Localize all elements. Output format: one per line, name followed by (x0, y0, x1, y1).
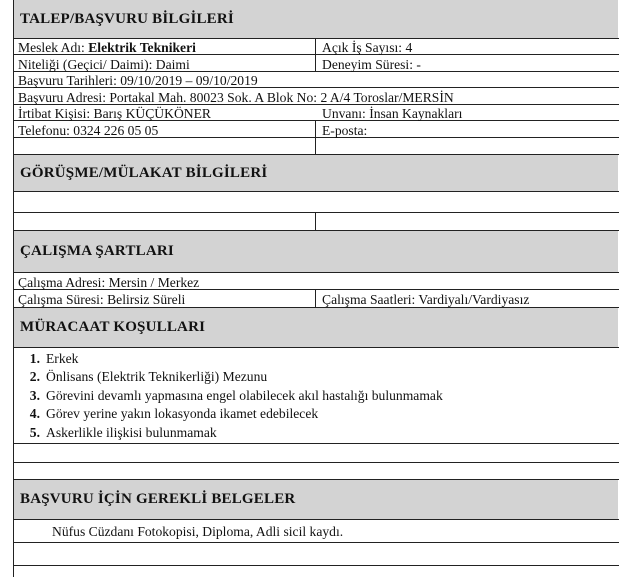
column-divider (315, 120, 316, 154)
calisma-adresi-field: Çalışma Adresi: Mersin / Merkez (18, 275, 200, 290)
calisma-saatleri-field: Çalışma Saatleri: Vardiyalı/Vardiyasız (322, 292, 530, 307)
list-item (26, 426, 217, 439)
unvani-field: Unvanı: İnsan Kaynakları (322, 106, 463, 121)
list-item (26, 352, 78, 365)
divider (13, 212, 619, 213)
eposta-field: E-posta: (322, 123, 368, 138)
list-number: 1. (29, 351, 40, 366)
belgeler-text: Nüfus Cüzdanı Fotokopisi, Diploma, Adli sicil kaydı. (52, 524, 344, 539)
section-header-calisma (14, 231, 618, 272)
meslek-value: Elektrik Teknikeri (88, 40, 196, 55)
list-text: Askerlikle ilişkisi bulunmamak (46, 425, 217, 440)
adres-field: Başvuru Adresi: Portakal Mah. 80023 Sok. A Blok No: 2 A/4 Toroslar/MERSİN (18, 90, 454, 105)
divider (13, 565, 619, 566)
section-header-gorusme (14, 155, 618, 191)
acik-is-field: Açık İş Sayısı: 4 (322, 40, 413, 55)
section-title-muracaat: MÜRACAAT KOŞULLARI (20, 319, 206, 335)
divider (13, 38, 619, 39)
deneyim-field: Deneyim Süresi: - (322, 57, 421, 72)
list-item (26, 407, 318, 420)
divider (13, 519, 619, 520)
section-title-belgeler: BAŞVURU İÇİN GEREKLİ BELGELER (20, 491, 296, 507)
section-header-talep (14, 0, 618, 38)
list-number: 3. (29, 388, 40, 403)
list-text: Görev yerine yakın lokasyonda ikamet edebilecek (46, 406, 319, 421)
meslek-label: Meslek Adı: (18, 40, 89, 55)
column-divider (315, 289, 316, 307)
section-title-talep: TALEP/BAŞVURU BİLGİLERİ (20, 10, 234, 27)
section-header-belgeler (14, 480, 618, 519)
meslek-field (18, 41, 196, 54)
list-text: Erkek (46, 351, 79, 366)
tarihler-field: Başvuru Tarihleri: 09/10/2019 – 09/10/2019 (18, 73, 258, 88)
list-text: Önlisans (Elektrik Teknikerliği) Mezunu (46, 369, 268, 384)
irtibat-field: İrtibat Kişisi: Barış KÜÇÜKÖNER (18, 106, 211, 121)
column-divider (315, 212, 316, 230)
divider (13, 347, 619, 348)
divider (13, 542, 619, 543)
calisma-suresi-field: Çalışma Süresi: Belirsiz Süreli (18, 292, 186, 307)
list-item (26, 389, 443, 402)
section-header-muracaat (14, 308, 618, 347)
divider (13, 443, 619, 444)
list-number: 4. (29, 406, 40, 421)
niteligi-field: Niteliği (Geçici/ Daimi): Daimi (18, 57, 190, 72)
list-item (26, 370, 267, 383)
divider (13, 462, 619, 463)
divider (13, 191, 619, 192)
column-divider (315, 38, 316, 71)
divider (13, 272, 619, 273)
list-text: Görevini devamlı yapmasına engel olabilecek akıl hastalığı bulunmamak (46, 388, 443, 403)
telefon-field: Telefonu: 0324 226 05 05 (18, 123, 159, 138)
section-title-gorusme: GÖRÜŞME/MÜLAKAT BİLGİLERİ (20, 164, 268, 181)
section-title-calisma: ÇALIŞMA ŞARTLARI (20, 243, 174, 259)
list-number: 2. (29, 369, 40, 384)
list-number: 5. (29, 425, 40, 440)
